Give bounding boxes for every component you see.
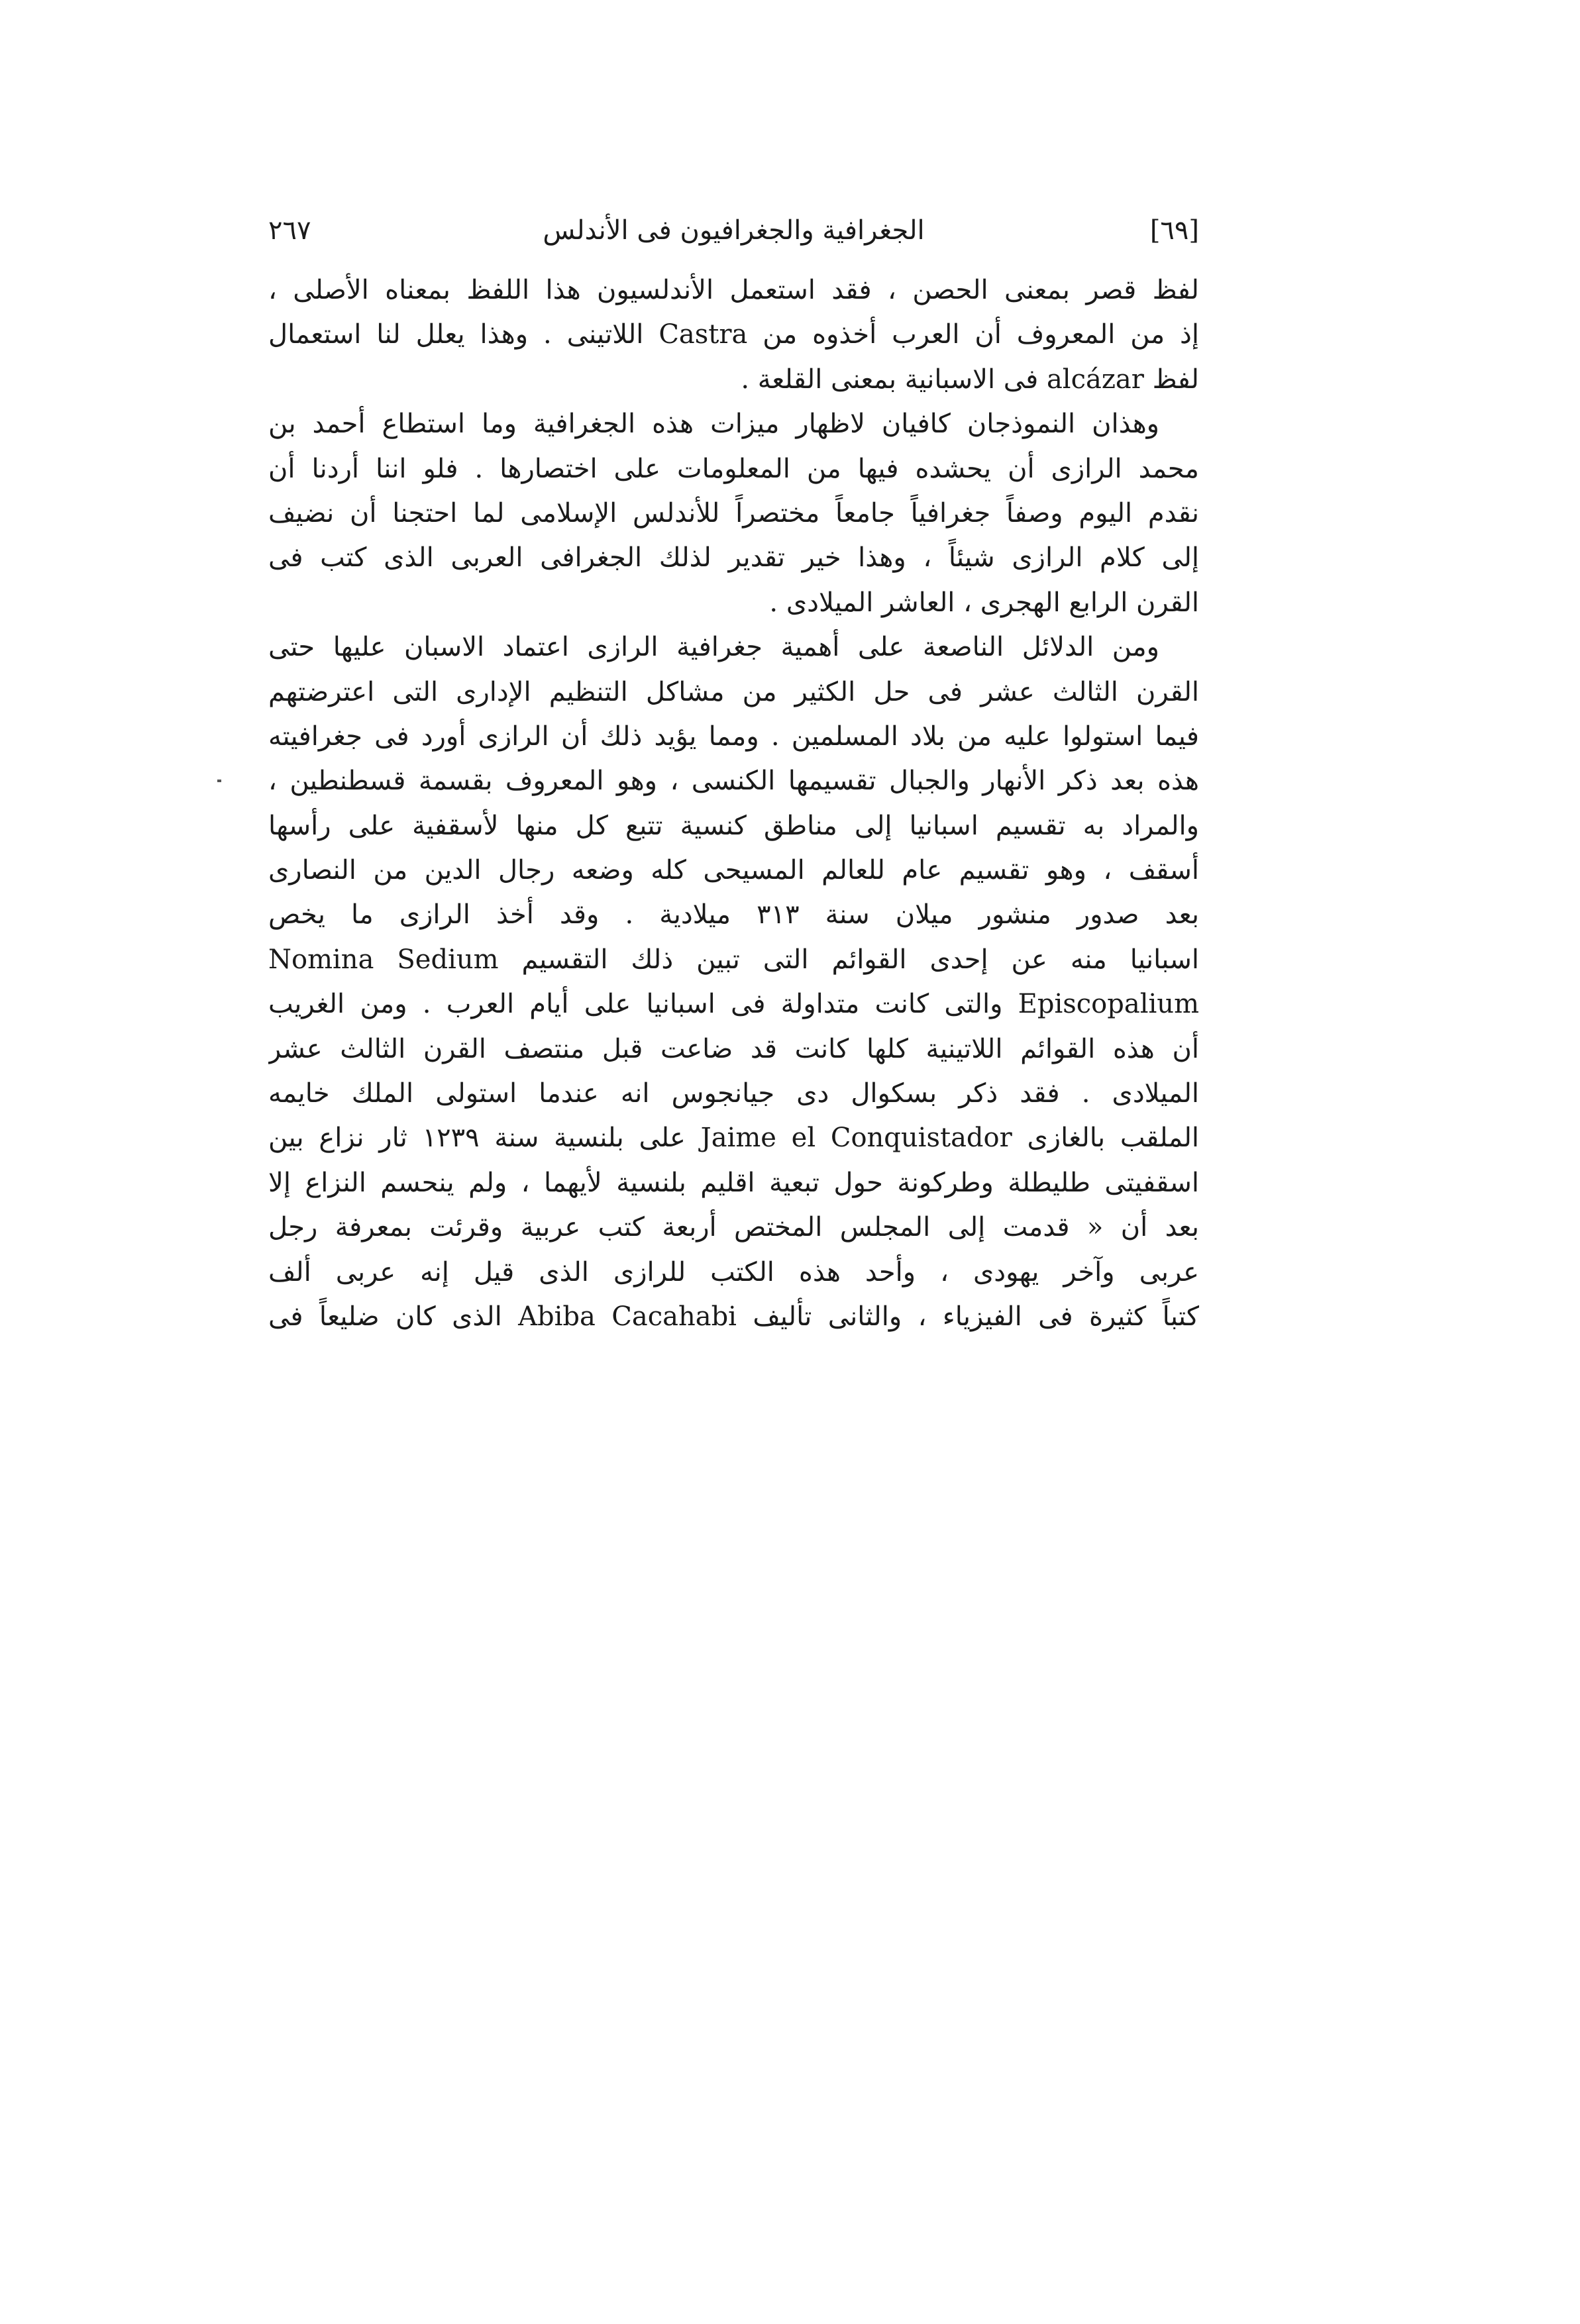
text-line: ومن الدلائل الناصعة على أهمية جغرافية الرازى اعتماد الاسبان عليها حتى [268,632,1159,663]
text-line: والمراد به تقسيم اسبانيا إلى مناطق كنسية تتبع كل منها لأسقفية على رأسها [268,810,1199,841]
page-number: ٢٦٧ [268,215,311,246]
text-line: القرن الرابع الهجرى ، العاشر الميلادى . [769,587,1199,618]
page-header [268,211,1199,250]
body-text [268,268,1199,1339]
text-line: الملقب بالغازى Jaime el Conquistador على بلنسية سنة ١٢٣٩ ثار نزاع بين [268,1123,1199,1154]
text-line: اسقفيتى طليطلة وطركونة حول تبعية اقليم بلنسية لأيهما ، ولم ينحسم النزاع إلا [268,1167,1199,1198]
bracket-number: [٦٩] [1149,215,1199,246]
text-line: بعد صدور منشور ميلان سنة ٣١٣ ميلادية . وقد أخذ الرازى ما يخص [268,899,1199,931]
text-line: هذه بعد ذكر الأنهار والجبال تقسيمها الكنسى ، وهو المعروف بقسمة قسطنطين ، [268,766,1199,797]
text-line: القرن الثالث عشر فى حل الكثير من مشاكل التنظيم الإدارى التى اعترضتهم [268,676,1199,707]
text-line: لفظ قصر بمعنى الحصن ، فقد استعمل الأندلسيون هذا اللفظ بمعناه الأصلى ، [268,275,1199,305]
text-line: فيما استولوا عليه من بلاد المسلمين . ومما يؤيد ذلك أن الرازى أورد فى جغرافيته [268,721,1199,752]
text-line: كتباً كثيرة فى الفيزياء ، والثانى تأليف Abiba Cacahabi الذى كان ضليعاً فى [268,1301,1199,1332]
text-line: اسبانيا منه عن إحدى القوائم التى تبين ذلك التقسيم Nomina Sedium [268,944,1199,975]
text-line: لفظ alcázar فى الاسبانية بمعنى القلعة . [741,364,1199,395]
text-line: أسقف ، وهو تقسيم عام للعالم المسيحى كله وضعه رجال الدين من النصارى [268,855,1199,886]
text-line: إلى كلام الرازى شيئاً ، وهذا خير تقدير لذلك الجغرافى العربى الذى كتب فى [268,542,1199,574]
text-line: Episcopalium والتى كانت متداولة فى اسبانيا على أيام العرب . ومن الغريب [268,989,1199,1020]
text-line: وهذان النموذجان كافيان لاظهار ميزات هذه الجغرافية وما استطاع أحمد بن [268,409,1159,440]
running-title: الجغرافية والجغرافيون فى الأندلس [543,215,925,246]
text-line: إذ من المعروف أن العرب أخذوه من Castra اللاتينى . وهذا يعلل لنا استعمال [268,319,1199,350]
text-line: بعد أن « قدمت إلى المجلس المختص أربعة كتب عربية وقرئت بمعرفة رجل [268,1212,1199,1243]
margin-mark [217,780,221,782]
text-line: محمد الرازى أن يحشده فيها من المعلومات على اختصارها . فلو اننا أردنا أن [268,453,1199,484]
text-line: نقدم اليوم وصفاً جغرافياً جامعاً مختصراً للأندلس الإسلامى لما احتجنا أن نضيف [268,497,1199,529]
text-line: الميلادى . فقد ذكر بسكوال دى جيانجوس انه عندما استولى الملك خايمه [268,1078,1199,1109]
text-line: عربى وآخر يهودى ، وأحد هذه الكتب للرازى الذى قيل إنه عربى ألف [268,1256,1199,1288]
text-line: أن هذه القوائم اللاتينية كلها كانت قد ضاعت قبل منتصف القرن الثالث عشر [268,1033,1199,1064]
